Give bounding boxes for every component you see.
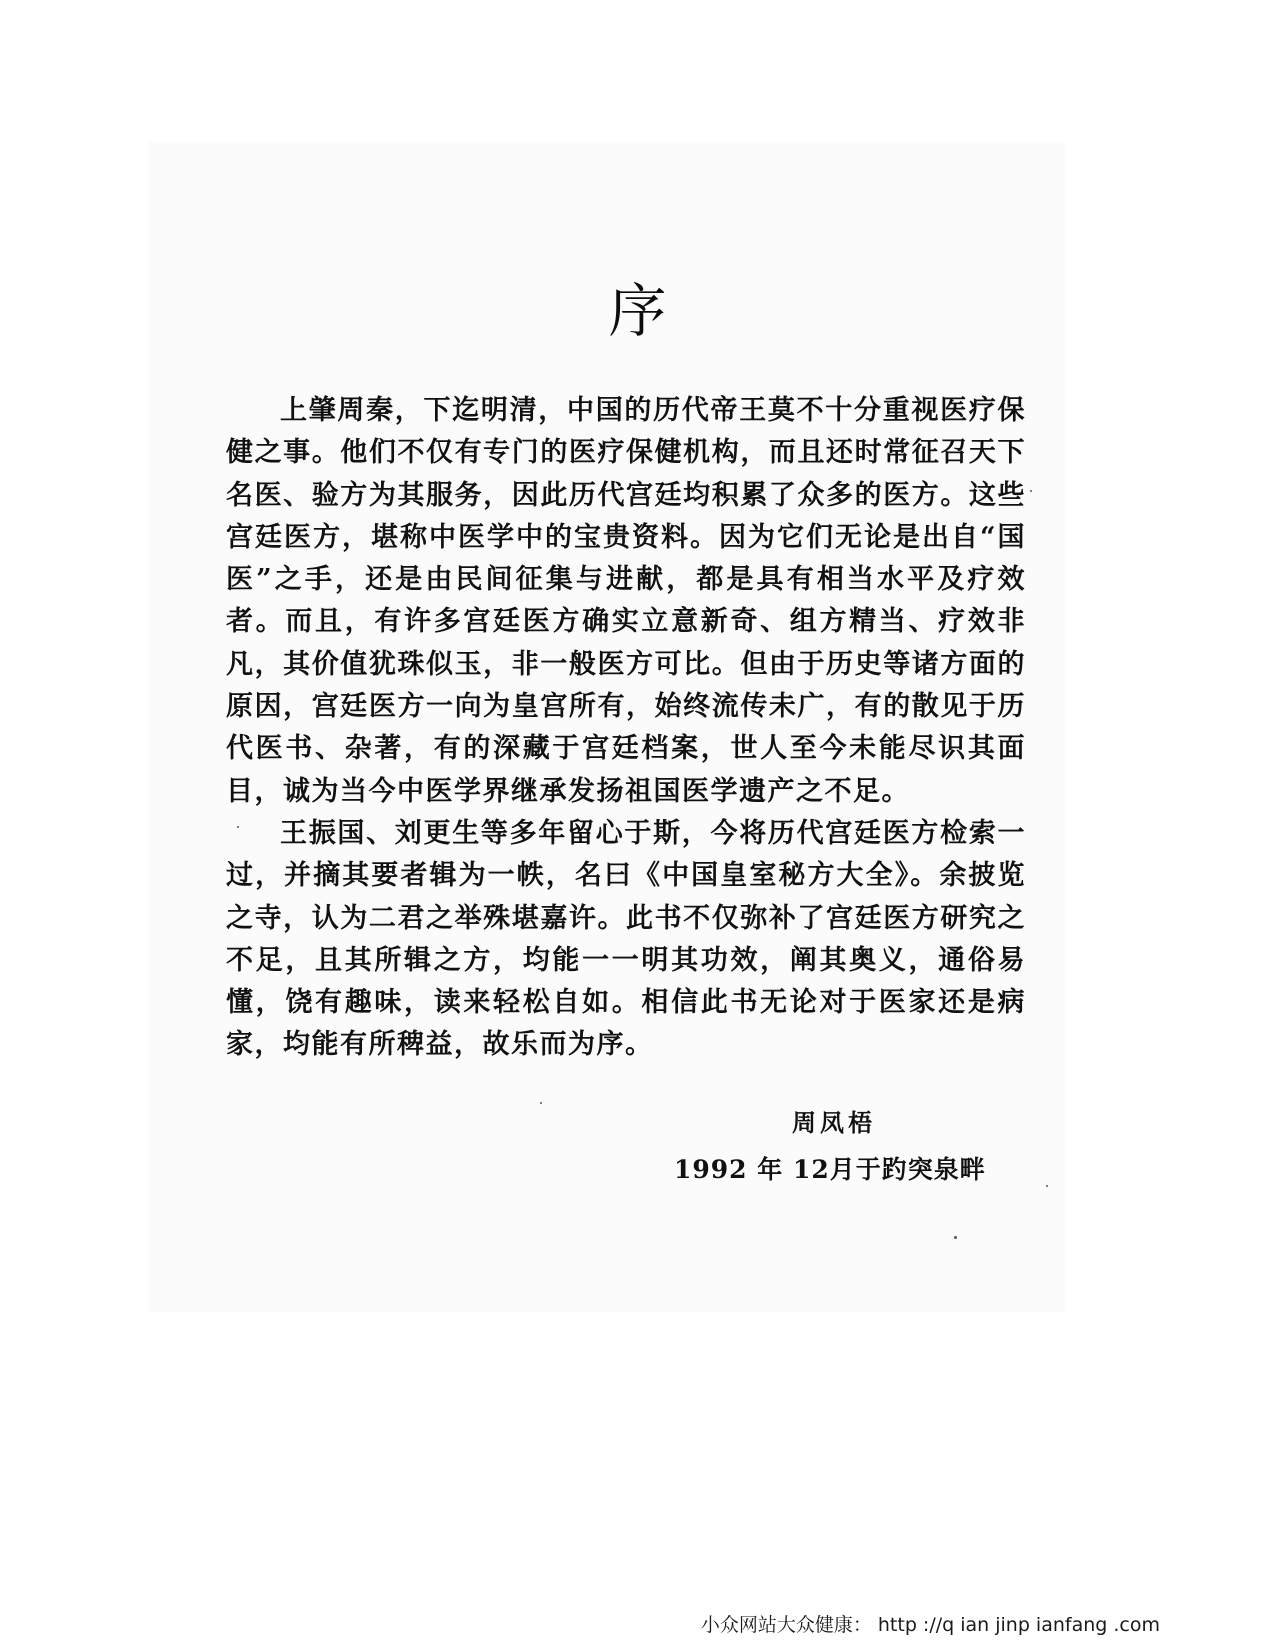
- scan-speck: [237, 826, 239, 828]
- footer-watermark: 小众网站大众健康： http ://q ian jinp ianfang .com: [700, 1614, 1160, 1636]
- page-title: 序: [608, 276, 667, 345]
- scan-speck: [1046, 1185, 1048, 1187]
- preface-body: [226, 390, 1026, 1067]
- author-name: 周凤梧: [792, 1108, 876, 1137]
- paragraph-1: 上肇周秦，下迄明清，中国的历代帝王莫不十分重视医疗保健之事。他们不仅有专门的医疗保健机构，而且还时常征召天下名医、验方为其服务，因此历代宫廷均积累了众多的医方。这些宫廷医方，堪称中医学中的宝贵资料。因为它们无论是出自“国医”之手，还是由民间征集与进献，都是具有相当水平及疗效者。而且，有许多宫廷医方确实立意新奇、组方精当、疗效非凡，其价值犹珠似玉，非一般医方可比。但由于历史等诸方面的原因，宫廷医方一向为皇宫所有，始终流传未广，有的散见于历代医书、杂著，有的深藏于宫廷档案，世人至今未能尽识其面目，诚为当今中医学界继承发扬祖国医学遗产之不足。: [226, 395, 1026, 807]
- paragraph-2: 王振国、刘更生等多年留心于斯，今将历代宫廷医方检索一过，并摘其要者辑为一帙，名曰《中国皇室秘方大全》。余披览之寺，认为二君之举殊堪嘉许。此书不仅弥补了宫廷医方研究之不足，且其所辑之方，均能一一明其功效，阐其奥义，通俗易懂，饶有趣味，读来轻松自如。相信此书无论对于医家还是病家，均能有所稗益，故乐而为序。: [226, 817, 1026, 1061]
- signature-date: 1992 年 12月于趵突泉畔: [674, 1155, 986, 1184]
- scan-speck: [1030, 490, 1032, 492]
- scan-speck: [540, 1102, 542, 1104]
- scan-speck: [954, 1236, 957, 1239]
